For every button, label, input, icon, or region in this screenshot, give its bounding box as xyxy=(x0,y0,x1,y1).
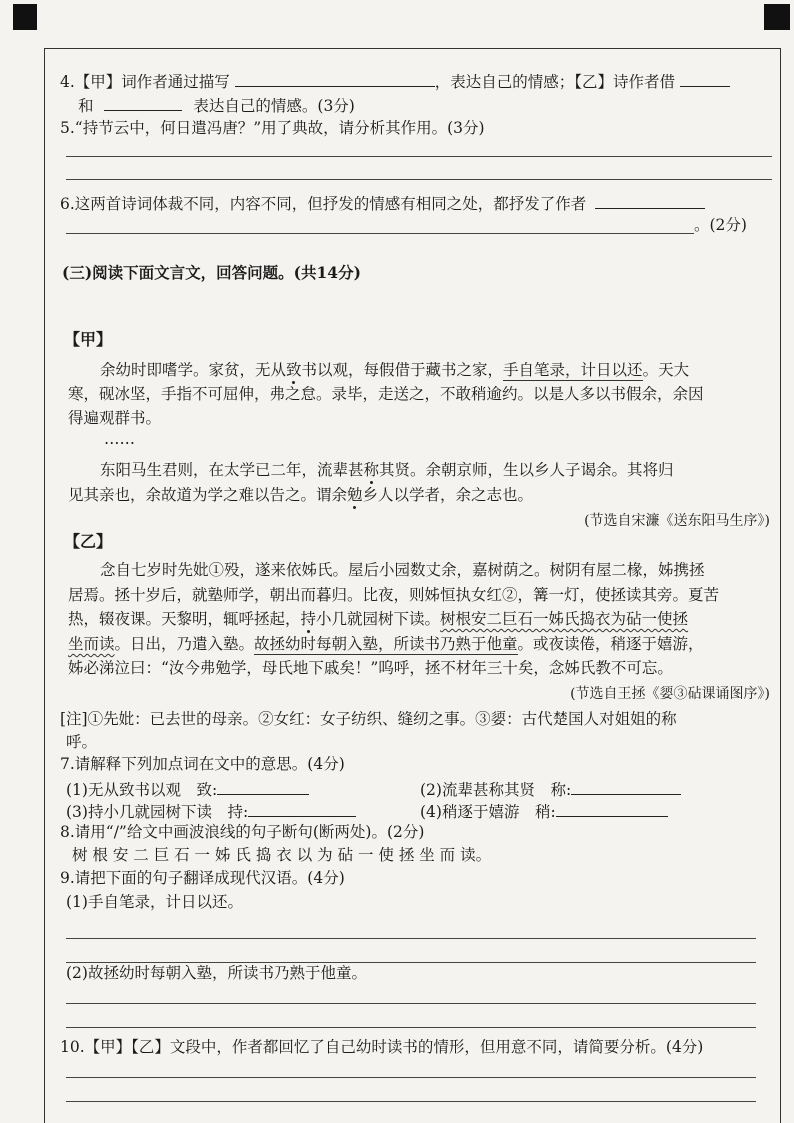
corner-mark-right xyxy=(764,4,790,30)
q4-text-b: ，表达自己的情感；【乙】诗作者借 xyxy=(434,73,675,91)
q7-item3-blank[interactable] xyxy=(248,802,356,817)
corner-mark-left xyxy=(13,4,37,30)
q9-answer-line-2[interactable] xyxy=(66,962,756,963)
q8-title: 8.请用“/”给文中画波浪线的句子断句(断两处)。(2分) xyxy=(60,823,425,841)
q7-item2-text: (2)流辈甚称其贤 称: xyxy=(420,781,572,799)
q9-answer-line-4[interactable] xyxy=(66,1027,756,1028)
q9-answer-line-1[interactable] xyxy=(66,938,756,939)
q10-question: 10.【甲】【乙】文段中，作者都回忆了自己幼时读书的情形，但用意不同，请简要分析。(4分) xyxy=(60,1038,704,1056)
yi-line3 xyxy=(68,612,688,628)
note-line2: 呼。 xyxy=(66,733,98,751)
jia-source: (节选自宋濂《送东阳马生序》) xyxy=(584,513,770,529)
yi-line4 xyxy=(68,637,704,653)
dotted-word-cheng: 称 xyxy=(363,461,380,479)
yi-line5: 姊必涕泣曰：“汝今弗勉学，母氏地下戚矣！”呜呼，拯不材年三十矣，念姊氏教不可忘。 xyxy=(68,659,673,677)
q10-answer-line-1[interactable] xyxy=(66,1077,756,1078)
jia-line3: 得遍观群书。 xyxy=(68,409,162,427)
jia-line5 xyxy=(68,488,533,504)
jia-text: 东阳马生君则，在太学已二年，流辈甚 xyxy=(100,461,364,479)
q6-text-a: 6.这两首诗词体裁不同，内容不同，但抒发的情感有相同之处，都抒发了作者 xyxy=(60,195,587,213)
q7-item2-blank[interactable] xyxy=(571,780,681,795)
wavy-sentence-part2: 坐而读 xyxy=(68,635,115,653)
q7-item2 xyxy=(420,780,681,799)
note-line1: [注]①先妣：已去世的母亲。②女红：女子纺织、缝纫之事。③媭：古代楚国人对姐姐的称 xyxy=(60,710,677,728)
q6-answer-blank-1[interactable] xyxy=(595,194,705,209)
dotted-word-zhi: 致 xyxy=(286,361,302,379)
jia-line1 xyxy=(100,363,689,379)
q6-score: 。(2分) xyxy=(694,216,747,234)
jia-text: 见其亲也，余故道为学之难以告之。谓余 xyxy=(68,486,348,504)
jia-line4 xyxy=(100,463,674,479)
q6-answer-line-2[interactable] xyxy=(66,233,694,234)
jia-text: 其贤。余朝京师，生以乡人子谒余。其将归 xyxy=(379,461,674,479)
yi-text: 热，辍夜课。天黎明，辄呼拯起， xyxy=(68,610,301,628)
yi-text: 。日出，乃遣入塾。 xyxy=(114,635,255,653)
q9-sentence1: (1)手自笔录，计日以还。 xyxy=(66,893,243,911)
jia-text: 书以观，每假借于藏书之家， xyxy=(301,361,504,379)
jia-label: 【甲】 xyxy=(64,330,113,349)
jia-text: 。天大 xyxy=(642,361,690,379)
q7-item3-text: (3)持小几就园树下读 持: xyxy=(66,803,249,821)
q4-answer-blank-3[interactable] xyxy=(104,96,182,111)
jia-text: 乡人以学者，余之志也。 xyxy=(362,486,534,504)
yi-text: 小几就园树下读。 xyxy=(316,610,441,628)
q5-answer-line-1[interactable] xyxy=(66,156,772,157)
q4-text-a: 4.【甲】词作者通过描写 xyxy=(60,73,230,91)
q4-answer-blank-2[interactable] xyxy=(680,72,730,87)
underlined-sentence-1: 手自笔录，计日以还 xyxy=(503,361,643,379)
yi-label: 【乙】 xyxy=(64,532,113,551)
dotted-word-mian: 勉 xyxy=(347,486,363,504)
q4-answer-blank-1[interactable] xyxy=(235,72,435,87)
q8-sentence: 树 根 安 二 巨 石 一 姊 氏 捣 衣 以 为 砧 一 使 拯 坐 而 读。 xyxy=(72,846,492,864)
q9-answer-line-3[interactable] xyxy=(66,1003,756,1004)
section3-title: (三)阅读下面文言文，回答问题。(共14分) xyxy=(62,263,361,282)
jia-text: 余幼时即嗜学。家贫，无从 xyxy=(100,361,287,379)
q7-item1-blank[interactable] xyxy=(217,780,309,795)
jia-ellipsis: …… xyxy=(104,430,135,448)
dotted-word-chi: 持 xyxy=(300,610,317,628)
q4-line2 xyxy=(78,96,355,115)
q7-item3 xyxy=(66,802,356,821)
q4-text-c: 和 xyxy=(78,97,94,115)
q7-item4 xyxy=(420,802,668,821)
q10-answer-line-2[interactable] xyxy=(66,1101,756,1102)
underlined-sentence-2: 故拯幼时每朝入塾，所读书乃熟于他童 xyxy=(254,635,518,653)
q6-question xyxy=(60,194,705,213)
q9-sentence2: (2)故拯幼时每朝入塾，所读书乃熟于他童。 xyxy=(66,964,367,982)
q5-question: 5.“持节云中，何日遣冯唐？”用了典故，请分析其作用。(3分) xyxy=(60,119,485,137)
q7-item1-text: (1)无从致书以观 致: xyxy=(66,781,218,799)
yi-text: 。或夜读倦，稍逐于嬉游， xyxy=(517,635,704,653)
q5-answer-line-2[interactable] xyxy=(66,179,772,180)
jia-line2: 寒，砚冰坚，手指不可屈伸，弗之怠。录毕，走送之，不敢稍逾约。以是人多以书假余，余因 xyxy=(68,385,704,403)
q4-line1 xyxy=(60,72,730,91)
yi-source: (节选自王拯《媭③砧课诵图序》) xyxy=(570,686,770,702)
q7-item4-text: (4)稍逐于嬉游 稍: xyxy=(420,803,556,821)
yi-line1: 念自七岁时先妣①殁，遂来依姊氏。屋后小园数丈余，嘉树荫之。树阴有屋二椽，姊携拯 xyxy=(100,561,705,579)
q7-item1 xyxy=(66,780,309,799)
q9-title: 9.请把下面的句子翻译成现代汉语。(4分) xyxy=(60,869,345,887)
yi-line2: 居焉。拯十岁后，就塾师学，朝出而暮归。比夜，则姊恒执女红②，篝一灯，使拯读其旁。夏苦 xyxy=(68,586,720,604)
q4-text-d: 表达自己的情感。(3分) xyxy=(193,97,355,115)
wavy-sentence-part1: 树根安二巨石一姊氏捣衣为砧一使拯 xyxy=(440,610,689,628)
q7-item4-blank[interactable] xyxy=(556,802,668,817)
q7-title: 7.请解释下列加点词在文中的意思。(4分) xyxy=(60,755,345,773)
